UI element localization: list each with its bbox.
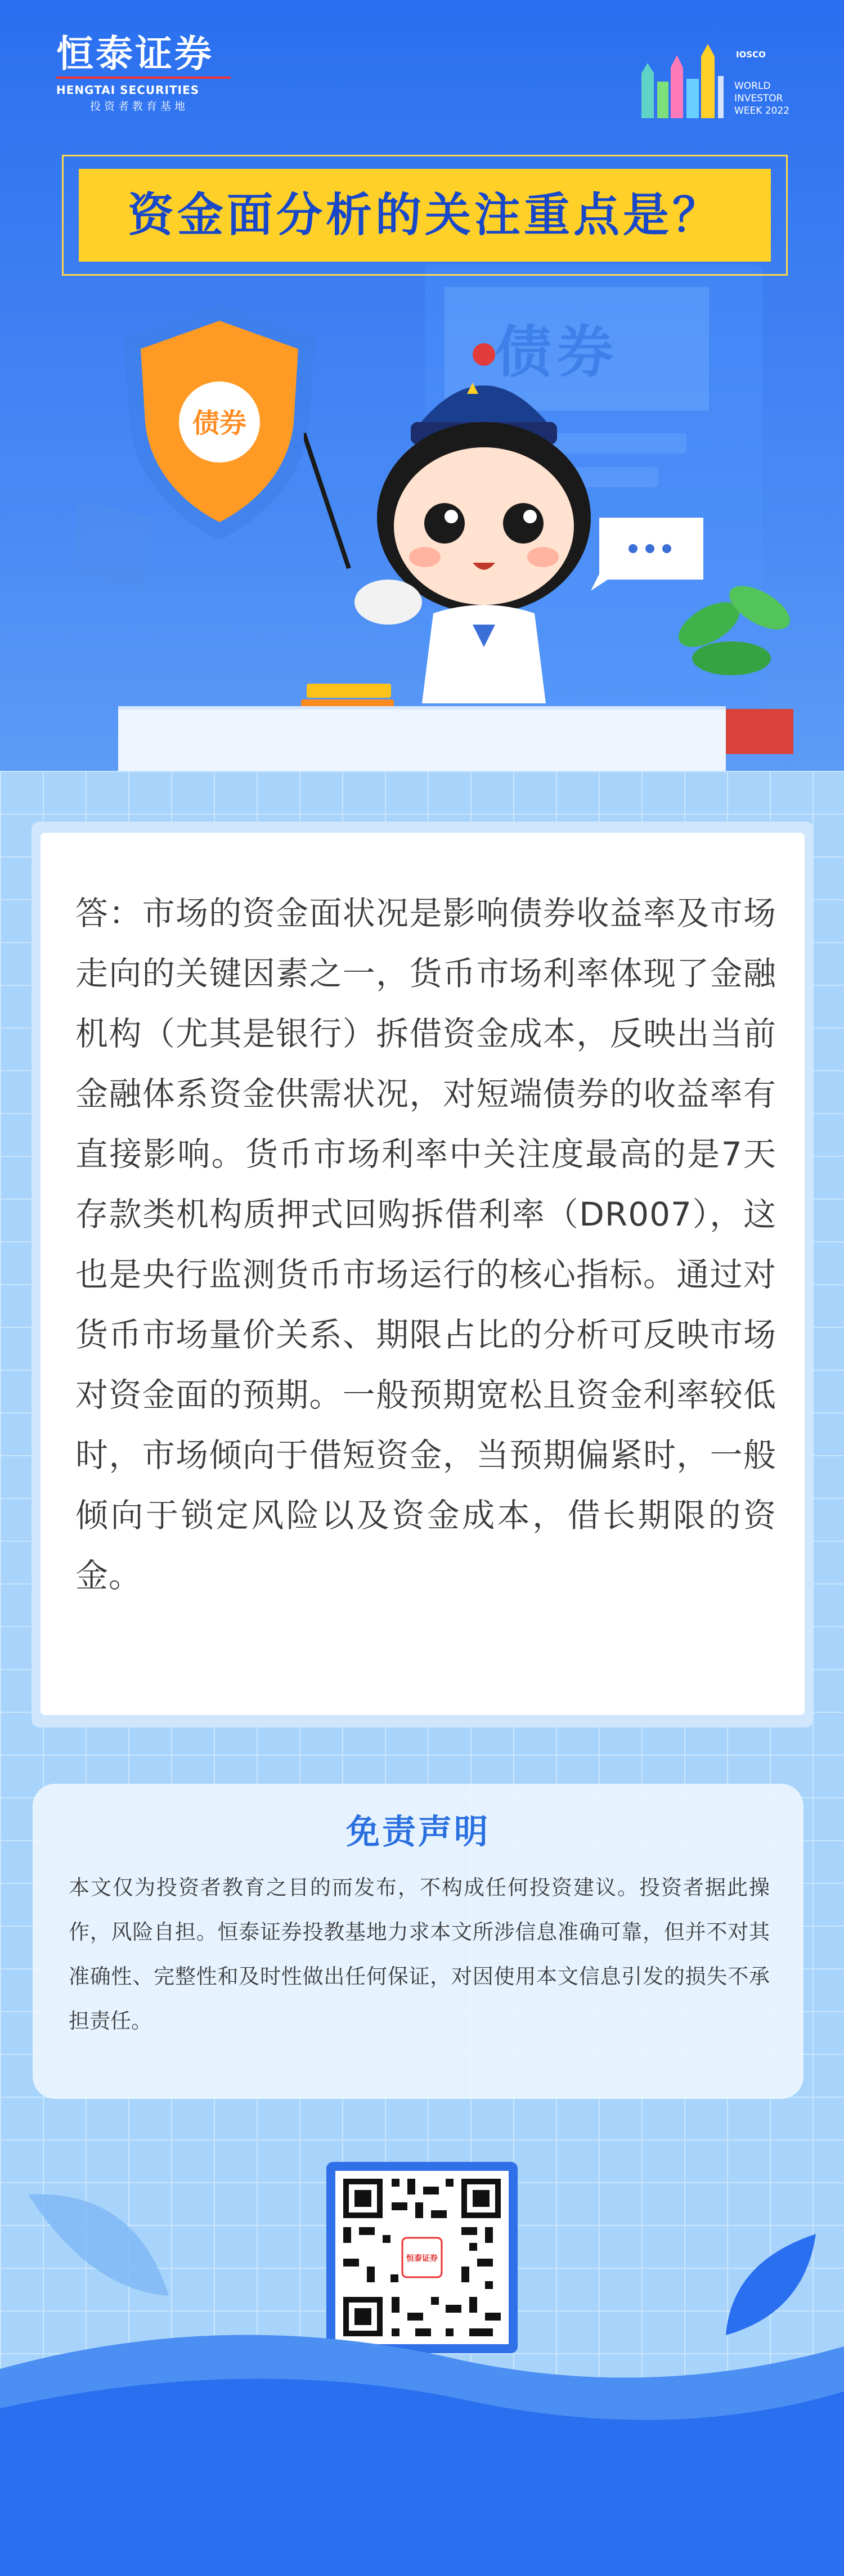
logo-subtitle: 投资者教育基地 [90,100,189,113]
logo-underline [56,77,231,79]
wiw-line-1: WORLD [734,80,771,92]
answer-card [41,833,805,1715]
logo-name-cn: 恒泰证券 [56,32,214,75]
disclaimer-text: 本文仅为投资者教育之目的而发布，不构成任何投资建议。投资者据此操作，风险自担。恒泰证券投教基地力求本文所涉信息准确可靠，但并不对其准确性、完整性和及时性做出任何保证，对因使用本文信息引发的损失不承担责任。 [69,1875,770,2033]
wiw-line-3: WEEK 2022 [734,105,790,116]
bottom-wave-decoration [0,2296,844,2576]
flag-icon [68,495,169,619]
answer-text: 答：市场的资金面状况是影响债券收益率及市场走向的关键因素之一，货币市场利率体现了金融机构（尤其是银行）拆借资金成本，反映出当前金融体系资金供需状况，对短端债券的收益率有直接影响。货币市场利率中关注度最高的是7天存款类机构质押式回购拆借利率（DR007），这也是央行监测货币市场运行的核心指标。通过对货币市场量价关系、期限占比的分析可反映市场对资金面的预期。一般预期宽松且资金利率较低时，市场倾向于借短资金，当预期偏紧时，一般倾向于锁定风险以及资金成本，借长期限的资金。 [75,894,776,1595]
title-banner [79,169,771,262]
hero-banner [0,0,844,771]
shield-label: 债券 [192,407,247,439]
qr-center-label: 恒泰证券 [406,2254,438,2263]
background-sign-text: 债券 [495,319,619,385]
city-skyline-icon [636,39,734,124]
wiw-text [734,80,789,117]
left-drop-decoration [23,2183,180,2307]
world-investor-week-badge [636,39,805,129]
logo-name-en: HENGTAI SECURITIES [56,83,200,97]
wiw-line-2: INVESTOR [734,93,783,104]
disclaimer-title: 免责声明 [346,1812,490,1852]
hengtai-logo [56,34,231,113]
iosco-label: IOSCO [736,50,766,60]
page-title: 资金面分析的关注重点是？ [127,189,722,242]
disclaimer-card [33,1784,803,2099]
mascot-illustration [304,332,596,726]
desk [118,706,726,771]
